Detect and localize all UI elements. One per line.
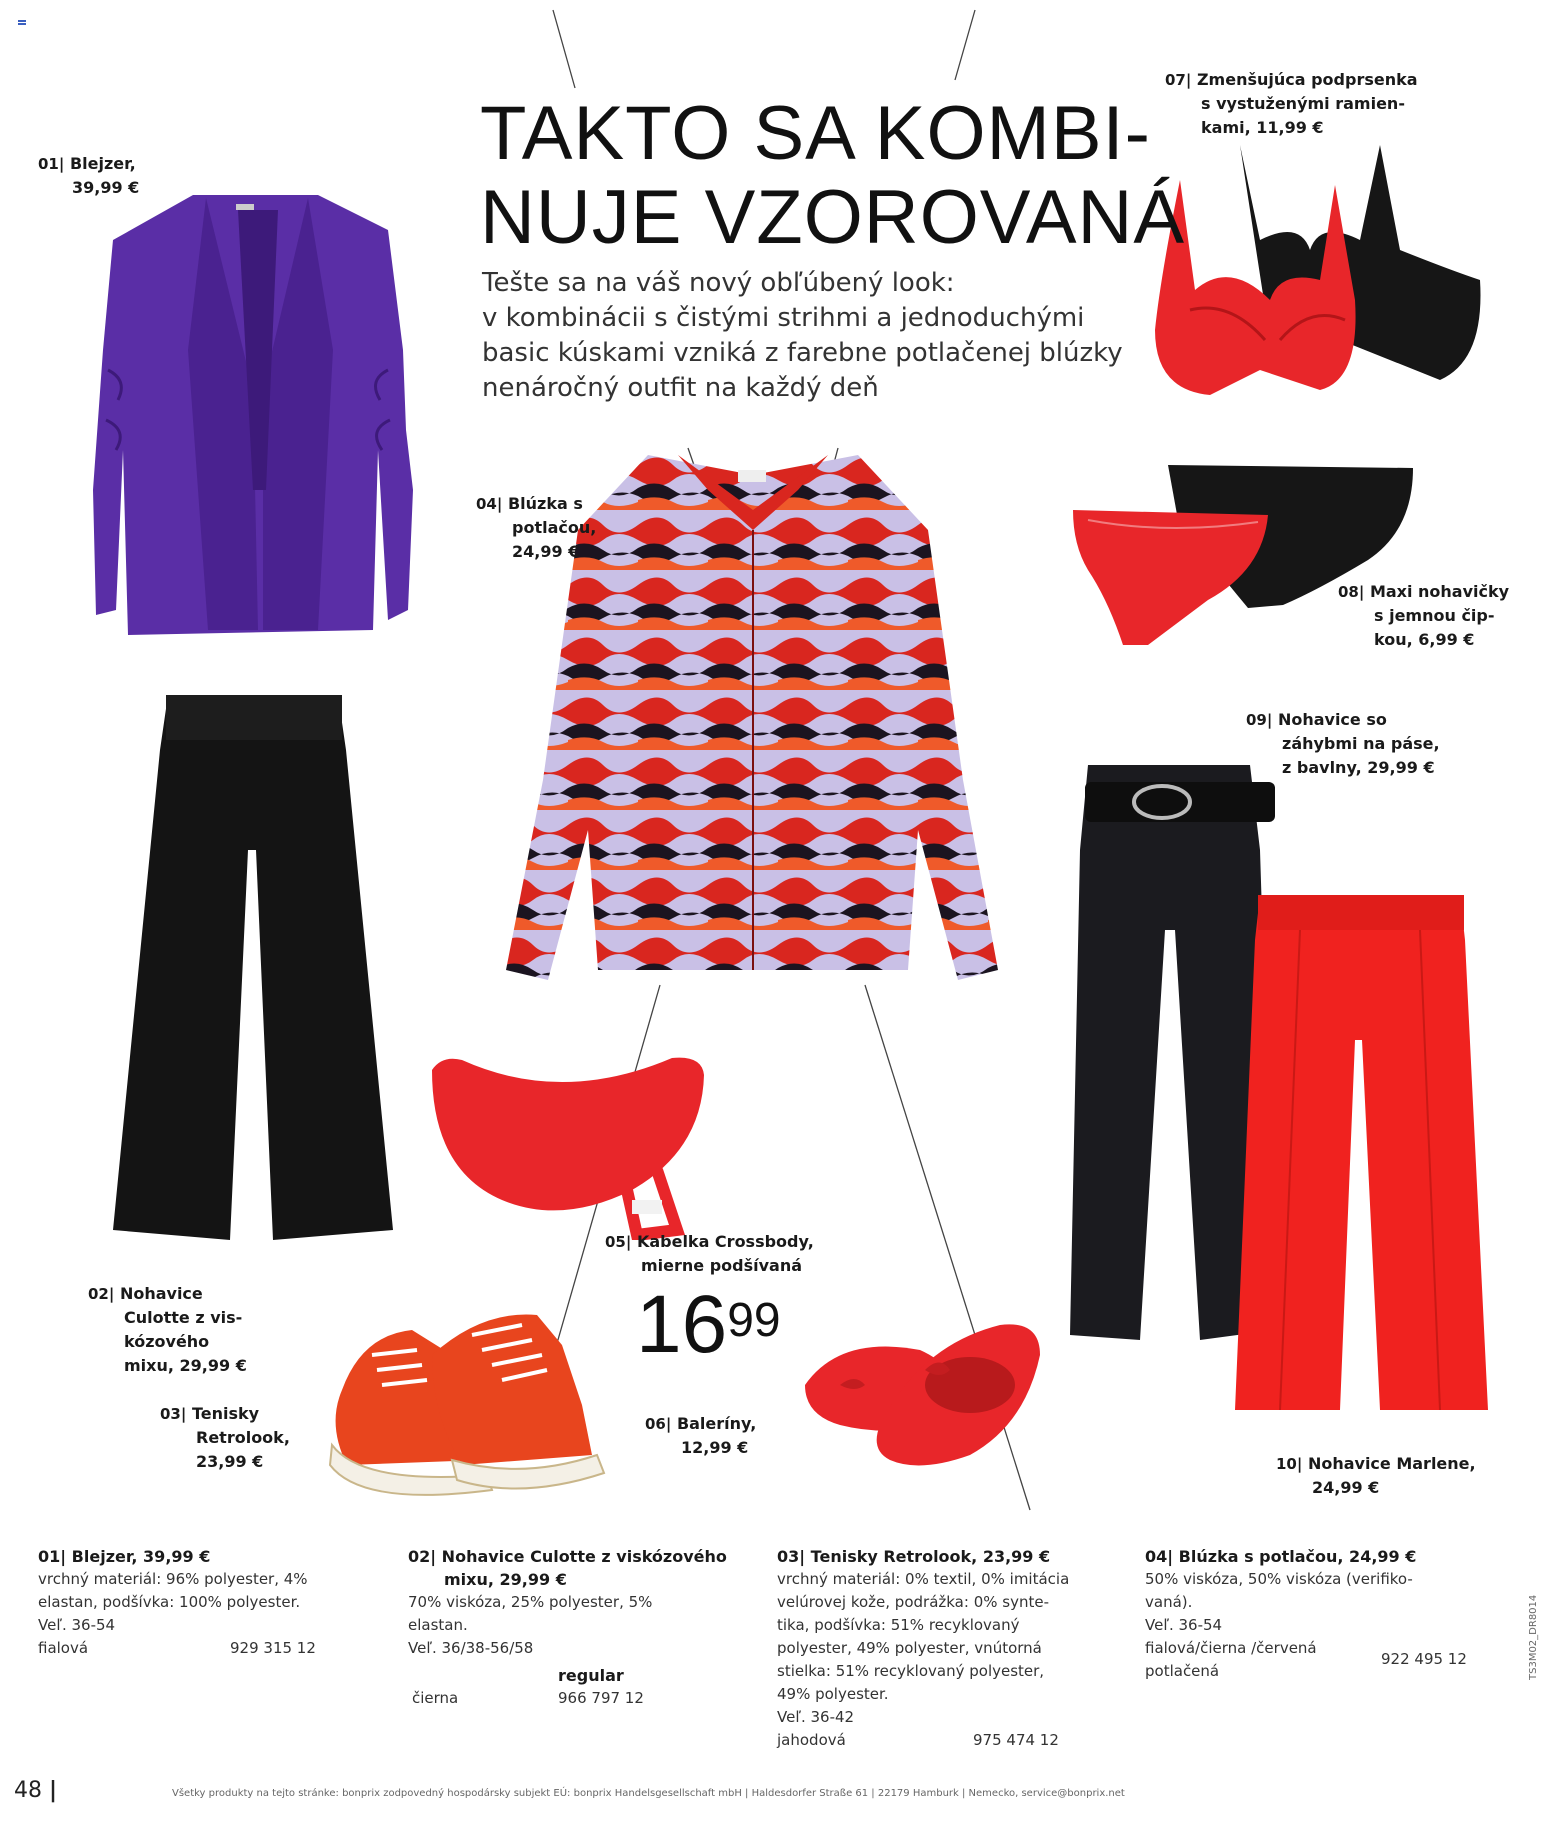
- ballerinas-image: [800, 1275, 1045, 1475]
- page-number: 48 |: [14, 1778, 58, 1803]
- intro-line: basic kúskami vzniká z farebne potlačenej blúzky: [482, 338, 1123, 368]
- label-text: Nohavice: [119, 1284, 203, 1303]
- label-culotte: [88, 1282, 247, 1378]
- spec-color: čierna: [412, 1689, 459, 1707]
- label-price: 24,99 €: [1312, 1478, 1380, 1497]
- headline-line-1: TAKTO SA KOMBI-: [480, 91, 1151, 176]
- spec-color: jahodová: [777, 1731, 846, 1749]
- spec-line: vrchný materiál: 0% textil, 0% imitácia: [777, 1570, 1070, 1588]
- connector-line: [955, 10, 975, 80]
- spec-line: Veľ. 36-54: [1145, 1616, 1223, 1634]
- spec-culotte: [408, 1545, 738, 1710]
- label-number: 02|: [88, 1285, 115, 1303]
- spec-line: vrchný materiál: 96% polyester, 4%: [38, 1570, 308, 1588]
- spec-blouse: [1145, 1545, 1485, 1683]
- headline: [480, 92, 1185, 260]
- spec-sneakers: [777, 1545, 1117, 1752]
- spec-line: 49% polyester.: [777, 1685, 889, 1703]
- label-price: kami, 11,99 €: [1201, 118, 1324, 137]
- culotte-pants-image: [108, 690, 398, 1250]
- sneakers-image: [322, 1295, 607, 1510]
- spec-heading: 03| Tenisky Retrolook, 23,99 €: [777, 1547, 1051, 1566]
- spec-line: polyester, 49% polyester, vnútorná: [777, 1639, 1042, 1657]
- label-text: záhybmi na páse,: [1282, 734, 1440, 753]
- label-price: 12,99 €: [681, 1438, 749, 1457]
- spec-heading: 01| Blejzer, 39,99 €: [38, 1547, 211, 1566]
- label-number: 06|: [645, 1415, 672, 1433]
- intro-line: Tešte sa na váš nový obľúbený look:: [482, 268, 955, 298]
- spec-line: 70% viskóza, 25% polyester, 5%: [408, 1593, 653, 1611]
- price-main: 16: [636, 1279, 728, 1370]
- label-text: Zmenšujúca podprsenka: [1196, 70, 1418, 89]
- spec-color: fialová: [38, 1639, 89, 1657]
- spec-line: Veľ. 36/38-56/58: [408, 1639, 534, 1657]
- footer-legal: Všetky produkty na tejto stránke: bonprix zodpovedný hospodársky subjekt EÚ: bonprix Handelsgesellschaft mbH | Haldesdorfer Straße 61 | 22179 Hamburk | Nemecko, service@bonprix.net: [172, 1788, 1125, 1799]
- bra-image: [1150, 140, 1490, 405]
- label-price: mixu, 29,99 €: [124, 1356, 247, 1375]
- spec-line: 50% viskóza, 50% viskóza (verifiko-: [1145, 1570, 1413, 1588]
- label-bra: [1165, 68, 1418, 140]
- price-cents: 99: [727, 1294, 781, 1347]
- label-panties: [1338, 580, 1509, 652]
- spec-article-code: 966 797 12: [558, 1689, 644, 1707]
- label-price: 39,99 €: [72, 178, 140, 197]
- label-text: s jemnou čip-: [1374, 606, 1495, 625]
- label-marlene-pants: [1276, 1452, 1476, 1500]
- label-number: 09|: [1246, 711, 1273, 729]
- spec-line: elastan.: [408, 1616, 468, 1634]
- label-number: 05|: [605, 1233, 632, 1251]
- label-price: 24,99 €: [512, 542, 580, 561]
- label-price: kou, 6,99 €: [1374, 630, 1475, 649]
- label-text: Maxi nohavičky: [1369, 582, 1510, 601]
- blazer-image: [88, 190, 418, 640]
- side-code: TS3M02_DR8014: [1528, 1594, 1539, 1680]
- label-ballerinas: [645, 1412, 756, 1460]
- spec-line: elastan, podšívka: 100% polyester.: [38, 1593, 301, 1611]
- label-text: Blúzka s: [507, 494, 583, 513]
- spec-column-head: regular: [558, 1666, 624, 1685]
- label-sneakers: [160, 1402, 290, 1474]
- spec-heading: mixu, 29,99 €: [444, 1570, 567, 1589]
- label-number: 04|: [476, 495, 503, 513]
- label-number: 07|: [1165, 71, 1192, 89]
- spec-line: potlačená: [1145, 1662, 1220, 1680]
- spec-line: tika, podšívka: 51% recyklovaný: [777, 1616, 1020, 1634]
- spec-blazer: [38, 1545, 358, 1660]
- label-crossbody-bag: [605, 1230, 814, 1278]
- intro-line: nenáročný outfit na každý deň: [482, 373, 879, 403]
- spec-line: vaná).: [1145, 1593, 1193, 1611]
- label-text: Culotte z vis-: [124, 1308, 243, 1327]
- label-text: potlačou,: [512, 518, 597, 537]
- connector-line: [553, 10, 575, 88]
- label-text: Tenisky: [191, 1404, 260, 1423]
- label-text: mierne podšívaná: [641, 1256, 803, 1275]
- label-black-trousers: [1246, 708, 1440, 780]
- label-text: Nohavice so: [1277, 710, 1387, 729]
- spec-line: Veľ. 36-54: [38, 1616, 116, 1634]
- crossbody-bag-image: [422, 1050, 712, 1240]
- spec-line: stielka: 51% recyklovaný polyester,: [777, 1662, 1045, 1680]
- spec-heading: 02| Nohavice Culotte z viskózového: [408, 1547, 727, 1566]
- label-number: 01|: [38, 155, 65, 173]
- spec-line: velúrovej kože, podrážka: 0% synte-: [777, 1593, 1049, 1611]
- spec-line: fialová/čierna /červená: [1145, 1639, 1317, 1657]
- label-text: Nohavice Marlene,: [1307, 1454, 1476, 1473]
- intro-line: v kombinácii s čistými strihmi a jednoduchými: [482, 303, 1085, 333]
- label-text: Blejzer,: [69, 154, 136, 173]
- label-price: 23,99 €: [196, 1452, 264, 1471]
- spec-heading: 04| Blúzka s potlačou, 24,99 €: [1145, 1547, 1417, 1566]
- spec-article-code: 929 315 12: [230, 1639, 316, 1657]
- label-text: Kabelka Crossbody,: [636, 1232, 814, 1251]
- page-number-value: 48: [14, 1778, 42, 1803]
- spec-line: Veľ. 36-42: [777, 1708, 855, 1726]
- headline-line-2: NUJE VZOROVANÁ: [480, 175, 1186, 260]
- spec-article-code: 975 474 12: [973, 1731, 1059, 1749]
- spec-article-code: 922 495 12: [1381, 1650, 1467, 1668]
- price-crossbody-bag: [636, 1279, 781, 1370]
- label-price: z bavlny, 29,99 €: [1282, 758, 1435, 777]
- label-blouse: [476, 492, 596, 564]
- label-text: Retrolook,: [196, 1428, 290, 1447]
- label-text: s vystuženými ramien-: [1201, 94, 1405, 113]
- label-blazer: [38, 152, 139, 200]
- label-text: kózového: [124, 1332, 210, 1351]
- label-number: 03|: [160, 1405, 187, 1423]
- label-number: 08|: [1338, 583, 1365, 601]
- label-text: Baleríny,: [676, 1414, 757, 1433]
- intro-text: [482, 266, 1123, 406]
- red-marlene-pants-image: [1230, 890, 1490, 1415]
- label-number: 10|: [1276, 1455, 1303, 1473]
